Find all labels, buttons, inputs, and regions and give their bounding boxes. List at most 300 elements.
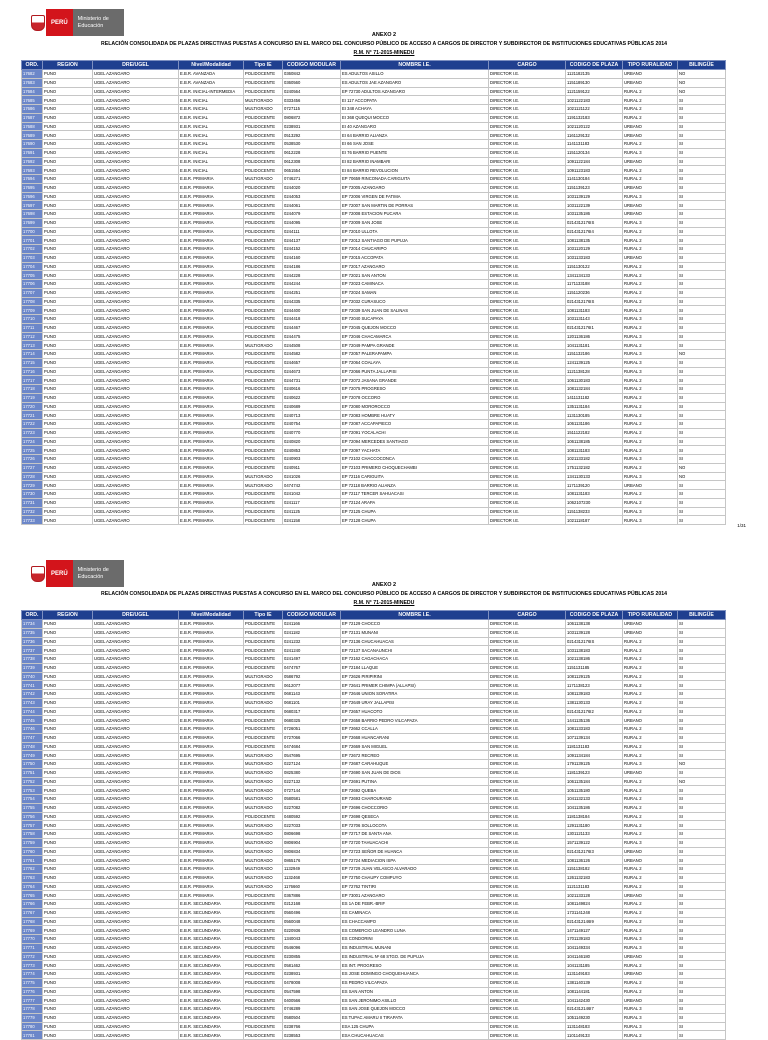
table-cell: POLIDOCENTE	[244, 943, 283, 952]
table-cell: 1151138233	[566, 507, 623, 516]
table-cell: PUNO	[43, 978, 93, 987]
table-cell: 1081136126	[566, 856, 623, 865]
table-row	[22, 856, 726, 865]
table-cell: DIRECTOR I.E.	[489, 996, 566, 1005]
table-cell: 1151139123	[566, 183, 623, 192]
table-cell: SI	[678, 856, 726, 865]
table-cell: PUNO	[43, 865, 93, 874]
table-cell: SI	[678, 873, 726, 882]
table-cell: UGEL AZANGARO	[93, 865, 179, 874]
table-cell: 0612228	[283, 148, 341, 157]
table-cell: PUNO	[43, 288, 93, 297]
table-cell: RURAL 3	[623, 838, 678, 847]
table-cell: 17765	[22, 891, 43, 900]
table-cell: MULTIGRADO	[244, 830, 283, 839]
table-cell: E.B.R. PRIMARIA	[179, 341, 244, 350]
table-cell: EP 72087 ACCAPAPIECO	[341, 420, 489, 429]
table-cell: UGEL AZANGARO	[93, 943, 179, 952]
table-cell: EP 72162 CAGACHACA	[341, 655, 489, 664]
table-cell: PUNO	[43, 175, 93, 184]
table-cell: POLIDOCENTE	[244, 428, 283, 437]
table-cell: SI	[678, 516, 726, 525]
table-cell: URBANO	[623, 970, 678, 979]
table-cell: 1021118187	[566, 516, 623, 525]
table-cell: RURAL 2	[623, 830, 678, 839]
table-cell: 0581462	[283, 961, 341, 970]
table-cell: E.B.R. PRIMARIA	[179, 637, 244, 646]
table-cell: UGEL AZANGARO	[93, 908, 179, 917]
table-cell: EP 72097 YACHATA	[341, 446, 489, 455]
table-cell: EP 72693 CHAROURAND	[341, 795, 489, 804]
table-cell: E.B.R. PRIMARIA	[179, 672, 244, 681]
table-cell: 17760	[22, 847, 43, 856]
table-cell: E.B.R. PRIMARIA	[179, 628, 244, 637]
table-cell: PUNO	[43, 1031, 93, 1040]
table-cell: PUNO	[43, 926, 93, 935]
table-cell: E.B.R. PRIMARIA	[179, 385, 244, 394]
table-cell: UGEL AZANGARO	[93, 70, 179, 79]
table-cell: 1191132183	[566, 113, 623, 122]
table-cell: 17771	[22, 943, 43, 952]
table-cell: 17683	[22, 78, 43, 87]
table-cell: DIRECTOR I.E.	[489, 865, 566, 874]
table-cell: POLIDOCENTE	[244, 323, 283, 332]
table-cell: 0244020	[283, 183, 341, 192]
table-cell: POLIDOCENTE	[244, 437, 283, 446]
table-cell: PUNO	[43, 935, 93, 944]
table-cell: POLIDOCENTE	[244, 157, 283, 166]
column-header: Tipo IE	[244, 611, 283, 620]
table-cell: 1751132182	[566, 463, 623, 472]
table-cell: 1081131183	[566, 490, 623, 499]
table-cell: PUNO	[43, 262, 93, 271]
table-cell: UGEL AZANGARO	[93, 987, 179, 996]
table-cell: EP 72750 CHAUPY COMPUYO	[341, 873, 489, 882]
table-cell: 17768	[22, 917, 43, 926]
table-cell: EP 72125 CHUPA	[341, 507, 489, 516]
table-cell: EP 72730 ADULTOS AZANGARO	[341, 87, 489, 96]
table-cell: UGEL AZANGARO	[93, 288, 179, 297]
table-row	[22, 838, 726, 847]
table-cell: PUNO	[43, 367, 93, 376]
table-cell: 1701139183	[566, 935, 623, 944]
table-cell: EI 368 QUEQUI MOCCO	[341, 113, 489, 122]
table-cell: MULTIGRADO	[244, 105, 283, 114]
table-cell: DIRECTOR I.E.	[489, 935, 566, 944]
table-cell: POLIDOCENTE	[244, 970, 283, 979]
table-cell: EP 72662 CCALLA	[341, 725, 489, 734]
table-cell: E.B.R. PRIMARIA	[179, 516, 244, 525]
table-cell: URBANO	[623, 183, 678, 192]
table-cell: URBANO	[623, 716, 678, 725]
table-cell: UGEL AZANGARO	[93, 245, 179, 254]
table-row	[22, 620, 726, 629]
table-cell: MULTIGRADO	[244, 856, 283, 865]
table-cell: E.B.R. PRIMARIA	[179, 411, 244, 420]
table-cell: POLIDOCENTE	[244, 192, 283, 201]
table-cell: PUNO	[43, 385, 93, 394]
table-cell: PUNO	[43, 768, 93, 777]
table-cell: 0244244	[283, 280, 341, 289]
table-cell: E.B.R. PRIMARIA	[179, 420, 244, 429]
table-cell: 0238931	[283, 970, 341, 979]
table-cell: 17711	[22, 323, 43, 332]
table-cell: SI	[678, 646, 726, 655]
table-cell: RURAL 3	[623, 507, 678, 516]
table-cell: UGEL AZANGARO	[93, 420, 179, 429]
table-cell: SI	[678, 385, 726, 394]
table-cell: EP 72672 RECREO	[341, 751, 489, 760]
table-cell: PUNO	[43, 428, 93, 437]
table-cell: PUNO	[43, 830, 93, 839]
table-cell: RURAL 2	[623, 803, 678, 812]
table-cell: 0241497	[283, 655, 341, 664]
table-cell: 17713	[22, 341, 43, 350]
table-cell: UGEL AZANGARO	[93, 628, 179, 637]
table-cell: PUNO	[43, 698, 93, 707]
table-cell: POLIDOCENTE	[244, 742, 283, 751]
table-cell: POLIDOCENTE	[244, 1022, 283, 1031]
table-cell: E.B.R. PRIMARIA	[179, 777, 244, 786]
table-cell: 1021133182	[566, 455, 623, 464]
table-cell: POLIDOCENTE	[244, 725, 283, 734]
table-cell: 1171138123	[566, 681, 623, 690]
table-cell: DIRECTOR I.E.	[489, 350, 566, 359]
table-cell: PUNO	[43, 218, 93, 227]
table-cell: E.B.R. INICIAL	[179, 122, 244, 131]
table-cell: EP 72658 BARRIO PEDRO VILCAPAZA	[341, 716, 489, 725]
table-cell: E.B.R. PRIMARIA	[179, 227, 244, 236]
table-row	[22, 952, 726, 961]
table-cell: UGEL AZANGARO	[93, 428, 179, 437]
table-cell: 17757	[22, 821, 43, 830]
table-cell: DIRECTOR I.E.	[489, 978, 566, 987]
table-cell: 0547598	[283, 987, 341, 996]
table-cell: EP 72723 SEÑOR DE HUANCA	[341, 847, 489, 856]
table-cell: DIRECTOR I.E.	[489, 716, 566, 725]
table-cell: RURAL 2	[623, 777, 678, 786]
table-row	[22, 908, 726, 917]
table-cell: E.B.R. PRIMARIA	[179, 210, 244, 219]
table-cell: RURAL 2	[623, 227, 678, 236]
table-cell: 0241117	[283, 498, 341, 507]
table-cell: 0478008	[283, 978, 341, 987]
table-cell: EP 72078 OCCORO	[341, 393, 489, 402]
resolution-number: R.M. N° 71-2015-MINEDU	[353, 600, 415, 606]
table-cell: 17695	[22, 183, 43, 192]
page-number: 1/31	[737, 523, 746, 528]
table-cell: 0238766	[283, 1022, 341, 1031]
table-cell: EP 72717 DE SANTA ANA	[341, 830, 489, 839]
table-cell: RURAL 2	[623, 420, 678, 429]
table-cell: RURAL 2	[623, 236, 678, 245]
table-cell: 1171133188	[566, 280, 623, 289]
table-cell: ES SAN JOSE QUEJON MOCCO	[341, 1005, 489, 1014]
table-cell: EP 72649 URAY JALLAPISI	[341, 698, 489, 707]
table-header-row	[22, 611, 726, 620]
table-cell: 0240853	[283, 446, 341, 455]
table-cell: UGEL AZANGARO	[93, 725, 179, 734]
column-header: NOMBRE I.E.	[341, 61, 489, 70]
table-cell: 17690	[22, 140, 43, 149]
table-cell: UGEL AZANGARO	[93, 131, 179, 140]
table-cell: 1571139122	[566, 838, 623, 847]
table-cell: POLIDOCENTE	[244, 70, 283, 79]
table-cell: E.B.R. SECUNDARIA	[179, 943, 244, 952]
table-cell: POLIDOCENTE	[244, 262, 283, 271]
table-cell: 17744	[22, 707, 43, 716]
table-cell: 17716	[22, 367, 43, 376]
table-cell: 0680317	[283, 707, 341, 716]
table-row	[22, 847, 726, 856]
table-cell: NO	[678, 463, 726, 472]
table-row	[22, 987, 726, 996]
table-cell: 1181131183	[566, 742, 623, 751]
table-cell: 1041146180	[566, 952, 623, 961]
table-cell: E.B.R. INICIAL	[179, 96, 244, 105]
table-cell: PUNO	[43, 201, 93, 210]
table-cell: MULTIGRADO	[244, 751, 283, 760]
table-row	[22, 716, 726, 725]
table-cell: 17754	[22, 795, 43, 804]
table-cell: SI	[678, 245, 726, 254]
table-cell: SI	[678, 428, 726, 437]
table-cell: SI	[678, 935, 726, 944]
table-row	[22, 672, 726, 681]
table-cell: EI 84 BARRIO REVOLUCION	[341, 166, 489, 175]
table-cell: RURAL 2	[623, 245, 678, 254]
table-cell: PUNO	[43, 690, 93, 699]
table-cell: UGEL AZANGARO	[93, 306, 179, 315]
column-header: REGION	[43, 611, 93, 620]
table-cell: 0244053	[283, 192, 341, 201]
table-cell: UGEL AZANGARO	[93, 210, 179, 219]
table-cell: PUNO	[43, 105, 93, 114]
table-cell: E.B.R. PRIMARIA	[179, 716, 244, 725]
table-cell: 0244061	[283, 201, 341, 210]
table-cell: 0240903	[283, 455, 341, 464]
table-cell: E.B.R. PRIMARIA	[179, 690, 244, 699]
table-cell: RURAL 3	[623, 1022, 678, 1031]
column-header: ORD.	[22, 611, 43, 620]
table-cell: URBANO	[623, 78, 678, 87]
table-cell: DIRECTOR I.E.	[489, 1031, 566, 1040]
table-cell: MULTIGRADO	[244, 768, 283, 777]
table-cell: 17749	[22, 751, 43, 760]
table-cell: SI	[678, 847, 726, 856]
table-cell: POLIDOCENTE	[244, 707, 283, 716]
table-cell: DIRECTOR I.E.	[489, 742, 566, 751]
table-cell: PUNO	[43, 490, 93, 499]
table-cell: SI	[678, 437, 726, 446]
table-cell: 0214312176IS	[566, 218, 623, 227]
table-cell: 0651554	[283, 166, 341, 175]
table-cell: DIRECTOR I.E.	[489, 698, 566, 707]
table-cell: RURAL 2	[623, 341, 678, 350]
table-cell: POLIDOCENTE	[244, 166, 283, 175]
table-cell: SI	[678, 900, 726, 909]
table-cell: 1151131185	[566, 663, 623, 672]
table-cell: SI	[678, 183, 726, 192]
table-cell: SI	[678, 733, 726, 742]
table-cell: E.B.R. PRIMARIA	[179, 201, 244, 210]
table-cell: 0244079	[283, 210, 341, 219]
table-cell: EP 72072 JASANA GRANDE	[341, 376, 489, 385]
table-cell: PUNO	[43, 707, 93, 716]
table-cell: 0244418	[283, 315, 341, 324]
table-cell: RURAL 3	[623, 760, 678, 769]
table-cell: 17739	[22, 663, 43, 672]
table-cell: SI	[678, 262, 726, 271]
table-cell: E.B.R. PRIMARIA	[179, 856, 244, 865]
table-cell: 17734	[22, 620, 43, 629]
table-cell: 1151130122	[566, 262, 623, 271]
table-cell: UGEL AZANGARO	[93, 1031, 179, 1040]
table-cell: 0244475	[283, 332, 341, 341]
table-cell: 1031131143	[566, 315, 623, 324]
table-cell: 0612308	[283, 157, 341, 166]
table-cell: EP 72014 CHUCARIPO	[341, 245, 489, 254]
table-cell: 0580581	[283, 795, 341, 804]
table-cell: UGEL AZANGARO	[93, 786, 179, 795]
table-cell: SI	[678, 768, 726, 777]
table-cell: SI	[678, 978, 726, 987]
table-cell: SI	[678, 961, 726, 970]
table-cell: 0474684	[283, 742, 341, 751]
table-cell: DIRECTOR I.E.	[489, 655, 566, 664]
table-cell: 17732	[22, 507, 43, 516]
table-cell: SI	[678, 210, 726, 219]
table-cell: UGEL AZANGARO	[93, 620, 179, 629]
table-cell: 0580504	[283, 1013, 341, 1022]
column-header: Nivel/Modalidad	[179, 61, 244, 70]
table-row	[22, 935, 726, 944]
table-row	[22, 768, 726, 777]
table-cell: RURAL 2	[623, 812, 678, 821]
table-cell: SI	[678, 166, 726, 175]
table-cell: EP 72720 TAHUACACHI	[341, 838, 489, 847]
table-cell: SI	[678, 402, 726, 411]
table-row	[22, 882, 726, 891]
table-cell: 1131149183	[566, 970, 623, 979]
table-cell: UGEL AZANGARO	[93, 280, 179, 289]
table-cell: E.B.R. INICIAL	[179, 105, 244, 114]
table-cell: 1031120129	[566, 245, 623, 254]
table-cell: UGEL AZANGARO	[93, 236, 179, 245]
table-cell: 0220936	[283, 926, 341, 935]
table-cell: 17715	[22, 358, 43, 367]
table-cell: SI	[678, 358, 726, 367]
table-cell: E.B.R. AVANZADA	[179, 78, 244, 87]
table-cell: 0240689	[283, 402, 341, 411]
table-cell: UGEL AZANGARO	[93, 516, 179, 525]
table-cell: 1441135136	[566, 716, 623, 725]
table-cell: RURAL 2	[623, 376, 678, 385]
table-cell: 0241182	[283, 628, 341, 637]
table-cell: 17755	[22, 803, 43, 812]
table-cell: ES INDUSTRIAL Nº 68 STGO. DE PUPUJA	[341, 952, 489, 961]
table-cell: 1141130184	[566, 175, 623, 184]
table-cell: PUNO	[43, 1005, 93, 1014]
table-cell: RURAL 2	[623, 280, 678, 289]
table-cell: POLIDOCENTE	[244, 978, 283, 987]
table-cell: EP 72006 VIRGEN DE FATIMA	[341, 192, 489, 201]
table-cell: 1081129125	[566, 672, 623, 681]
table-cell: RURAL 2	[623, 873, 678, 882]
table-cell: 0244111	[283, 227, 341, 236]
table-cell: SI	[678, 1031, 726, 1040]
table-cell: SI	[678, 865, 726, 874]
table-cell: 1121159122	[566, 87, 623, 96]
table-cell: E.B.R. PRIMARIA	[179, 663, 244, 672]
table-row	[22, 663, 726, 672]
table-cell: 1031139128	[566, 628, 623, 637]
table-cell: E.B.R. SECUNDARIA	[179, 935, 244, 944]
table-cell: UGEL AZANGARO	[93, 455, 179, 464]
table-cell: 17718	[22, 385, 43, 394]
table-cell: POLIDOCENTE	[244, 908, 283, 917]
table-cell: POLIDOCENTE	[244, 926, 283, 935]
table-cell: RURAL 2	[623, 96, 678, 105]
table-cell: PUNO	[43, 463, 93, 472]
table-cell: DIRECTOR I.E.	[489, 87, 566, 96]
table-cell: 0238553	[283, 1031, 341, 1040]
table-cell: PUNO	[43, 628, 93, 637]
table-cell: PUNO	[43, 113, 93, 122]
table-cell: E.B.R. PRIMARIA	[179, 725, 244, 734]
table-cell: E.B.R. PRIMARIA	[179, 376, 244, 385]
table-cell: POLIDOCENTE	[244, 628, 283, 637]
table-cell: PUNO	[43, 646, 93, 655]
table-cell: 17721	[22, 411, 43, 420]
table-cell: 0360842	[283, 70, 341, 79]
table-cell: 1071139134	[566, 733, 623, 742]
table-cell: E.B.R. PRIMARIA	[179, 873, 244, 882]
table-row	[22, 1013, 726, 1022]
column-header: CODIGO DE PLAZA	[566, 611, 623, 620]
table-cell: POLIDOCENTE	[244, 987, 283, 996]
table-cell: E.B.R. PRIMARIA	[179, 192, 244, 201]
table-cell: PUNO	[43, 838, 93, 847]
table-cell: POLIDOCENTE	[244, 935, 283, 944]
table-cell: E.B.R. SECUNDARIA	[179, 926, 244, 935]
table-cell: UGEL AZANGARO	[93, 183, 179, 192]
table-cell: RURAL 2	[623, 262, 678, 271]
table-row	[22, 961, 726, 970]
table-cell: POLIDOCENTE	[244, 280, 283, 289]
table-cell: 17740	[22, 672, 43, 681]
table-cell: 1132468	[283, 873, 341, 882]
table-cell: E.B.R. PRIMARIA	[179, 245, 244, 254]
table-cell: E.B.R. AVANZADA	[179, 70, 244, 79]
table-cell: UGEL AZANGARO	[93, 672, 179, 681]
table-cell: UGEL AZANGARO	[93, 742, 179, 751]
table-cell: E.B.R. PRIMARIA	[179, 297, 244, 306]
table-cell: RURAL 2	[623, 908, 678, 917]
table-cell: SI	[678, 812, 726, 821]
table-cell: UGEL AZANGARO	[93, 262, 179, 271]
table-cell: E.B.R. SECUNDARIA	[179, 1031, 244, 1040]
table-cell: 0681101	[283, 698, 341, 707]
table-cell: 0214312176I4	[566, 227, 623, 236]
table-cell: 1121131183	[566, 882, 623, 891]
table-cell: SI	[678, 201, 726, 210]
table-cell: PUNO	[43, 140, 93, 149]
table-cell: POLIDOCENTE	[244, 1005, 283, 1014]
table-cell: E.B.R. PRIMARIA	[179, 280, 244, 289]
table-cell: POLIDOCENTE	[244, 131, 283, 140]
table-cell: SI	[678, 218, 726, 227]
